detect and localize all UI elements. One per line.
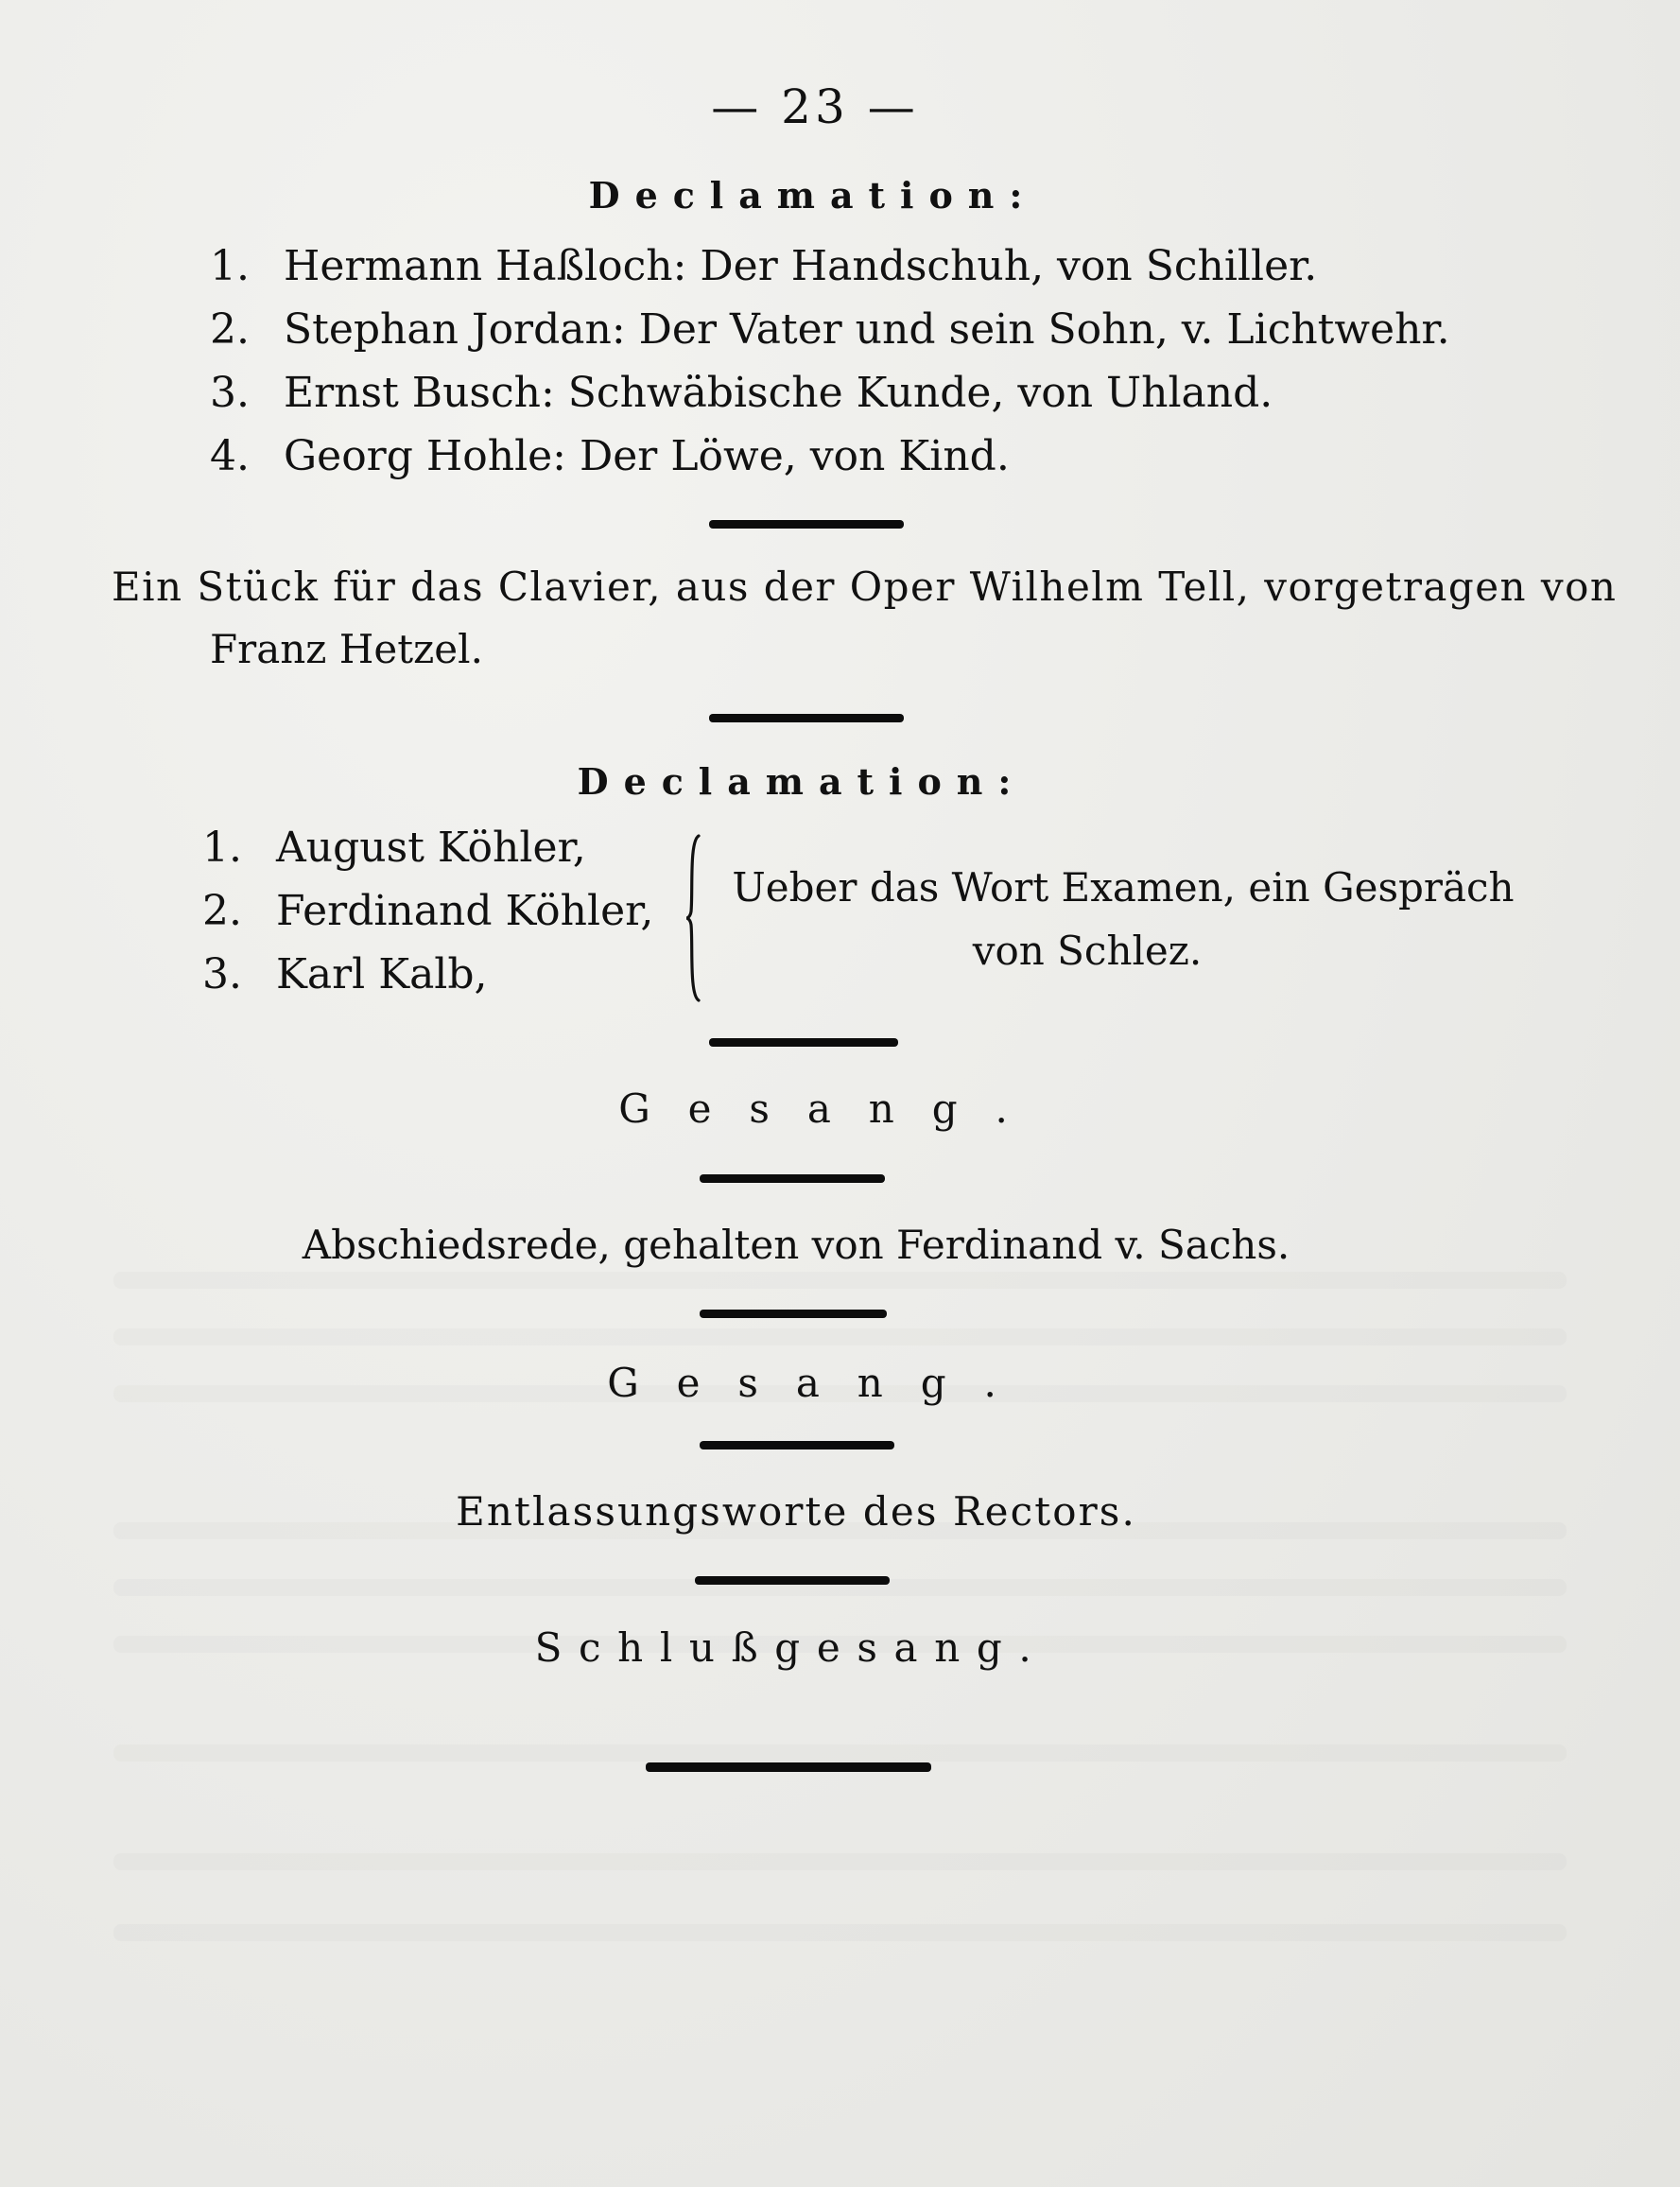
divider-rule [695, 1576, 890, 1585]
list-item-text: August Köhler, [276, 824, 586, 872]
list-item-text: Georg Hohle: Der Löwe, von Kind. [284, 432, 1010, 480]
divider-rule [709, 1038, 898, 1047]
list-item-text: Karl Kalb, [276, 950, 488, 998]
clavier-line: Franz Hetzel. [210, 626, 483, 672]
divider-rule [646, 1762, 931, 1772]
section-heading: Declamation: [588, 174, 1038, 217]
list-item-number: 1. [210, 242, 250, 290]
divider-rule [700, 1310, 887, 1318]
list-item-text: Stephan Jordan: Der Vater und sein Sohn, v. Lichtwehr. [284, 305, 1450, 354]
divider-rule [700, 1441, 894, 1449]
list-item-number: 2. [202, 887, 242, 935]
bleed-through-line [113, 1853, 1567, 1870]
dialogue-title: Ueber das Wort Examen, ein Gespräch [732, 864, 1515, 911]
section-heading: Declamation: [577, 760, 1027, 803]
list-item-text: Hermann Haßloch: Der Handschuh, von Schiller. [284, 242, 1318, 290]
program-item-gesang: Gesang. [618, 1085, 1046, 1132]
program-item-farewell-speech: Abschiedsrede, gehalten von Ferdinand v. Sachs. [302, 1222, 1290, 1268]
dialogue-author: von Schlez. [972, 928, 1203, 974]
bleed-through-line [113, 1328, 1567, 1345]
bleed-through-line [113, 1744, 1567, 1762]
list-item-number: 3. [210, 369, 250, 417]
program-item-gesang: Gesang. [607, 1360, 1034, 1406]
program-item-final-song: Schlußgesang. [534, 1624, 1048, 1671]
list-item-number: 1. [202, 824, 242, 872]
divider-rule [709, 520, 904, 529]
bleed-through-line [113, 1272, 1567, 1289]
program-item-rector-words: Entlassungsworte des Rectors. [456, 1488, 1136, 1535]
clavier-line: Ein Stück für das Clavier, aus der Oper Wilhelm Tell, vorgetragen von [112, 564, 1618, 610]
list-item-number: 3. [202, 950, 242, 998]
curly-brace [685, 834, 704, 1002]
list-item-number: 2. [210, 305, 250, 354]
list-item-number: 4. [210, 432, 250, 480]
list-item-text: Ernst Busch: Schwäbische Kunde, von Uhland. [284, 369, 1273, 417]
divider-rule [709, 714, 904, 722]
list-item-text: Ferdinand Köhler, [276, 887, 654, 935]
bleed-through-line [113, 1924, 1567, 1941]
page-number: — 23 — [711, 79, 919, 134]
divider-rule [700, 1174, 885, 1183]
